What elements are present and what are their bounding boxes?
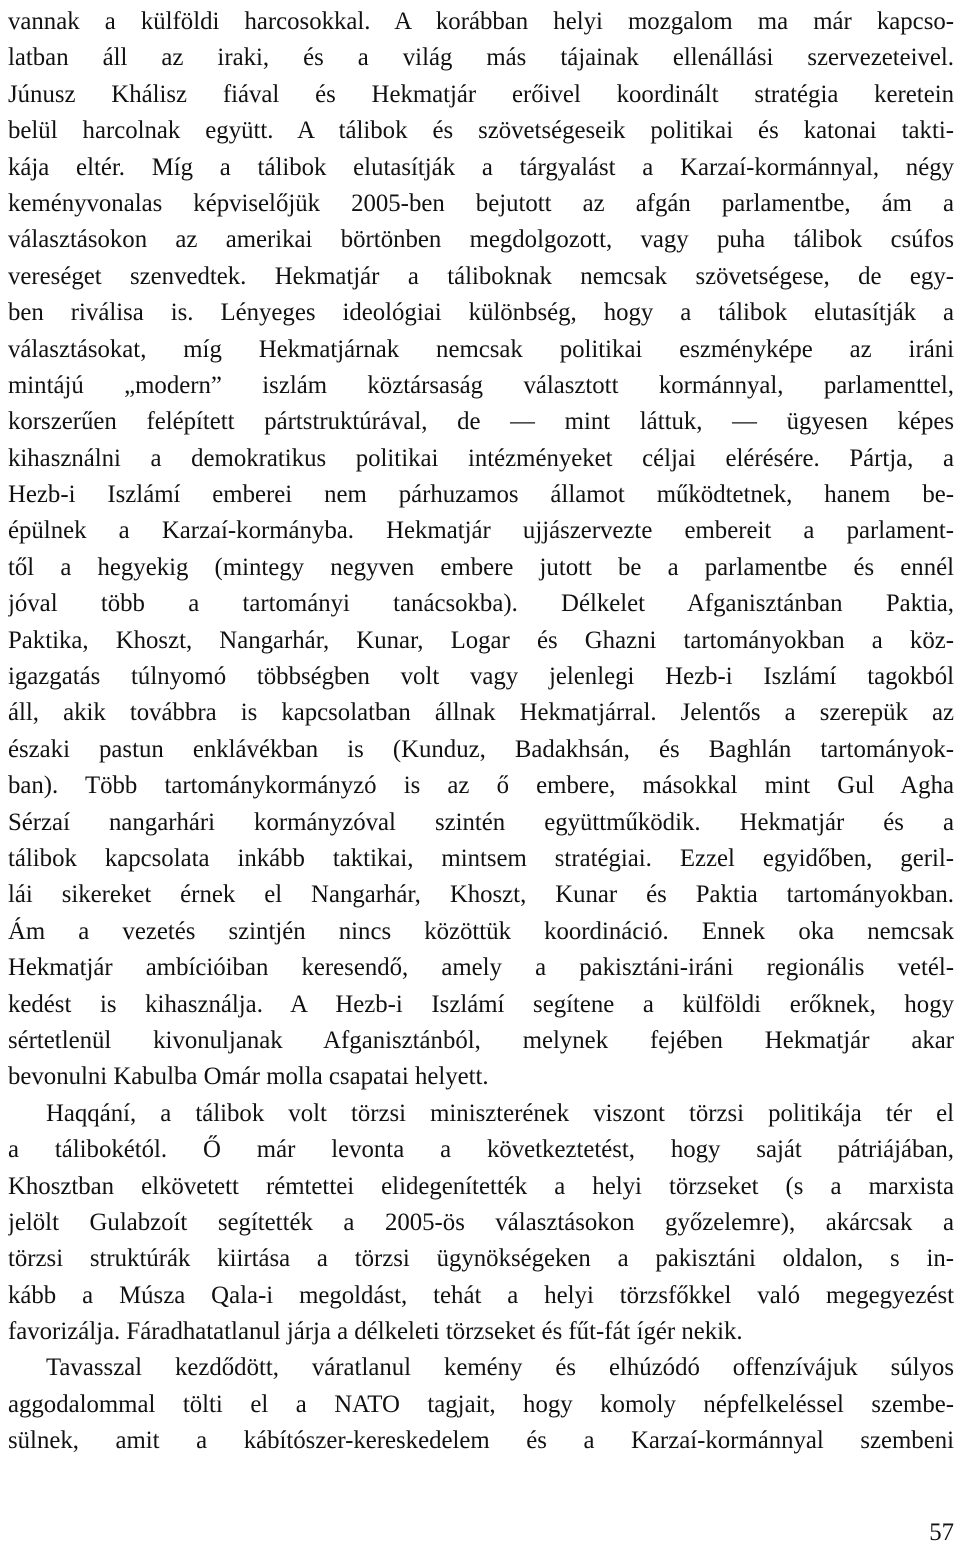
text-line: kihasználni a demokratikus politikai intézményeket céljai elérésére. Pártja, a — [8, 444, 954, 472]
text-line: sértetlenül kivonuljanak Afganisztánból, melynek fejében Hekmatjár akar — [8, 1026, 954, 1054]
text-line: től a hegyekig (mintegy negyven embere jutott be a parlamentbe és ennél — [8, 553, 954, 581]
text-line: Tavasszal kezdődött, váratlanul kemény és elhúzódó offenzívájuk súlyos — [46, 1354, 954, 1382]
text-line: vereséget szenvedtek. Hekmatjár a táliboknak nemcsak szövetségese, de egy- — [8, 262, 954, 290]
text-line: ban). Több tartománykormányzó is az ő embere, másokkal mint Gul Agha — [8, 772, 954, 800]
text-line: Haqqání, a tálibok volt törzsi miniszterének viszont törzsi politikája tér el — [46, 1099, 954, 1127]
text-line: sülnek, amit a kábítószer-kereskedelem és a Karzaí-kormánnyal szembeni — [8, 1427, 954, 1455]
text-line: igazgatás túlnyomó többségben volt vagy jelenlegi Hezb-i Iszlámí tagokból — [8, 663, 954, 691]
text-line: kedést is kihasználja. A Hezb-i Iszlámí segítene a külföldi erőknek, hogy — [8, 990, 954, 1018]
text-line: favorizálja. Fáradhatatlanul járja a délkeleti törzseket és fűt-fát ígér nekik. — [8, 1318, 743, 1346]
text-line: aggodalommal tölti el a NATO tagjait, hogy komoly népfelkeléssel szembe- — [8, 1390, 954, 1418]
text-line: Hekmatjár ambícióiban keresendő, amely a pakisztáni-iráni regionális vetél- — [8, 954, 954, 982]
text-line: belül harcolnak együtt. A tálibok és szövetségeseik politikai és katonai takti- — [8, 117, 954, 145]
text-line: Júnusz Khálisz fiával és Hekmatjár erőivel koordinált stratégia keretein — [8, 80, 954, 108]
text-line: törzsi struktúrák kiirtása a törzsi ügynökségeken a pakisztáni oldalon, s in- — [8, 1245, 954, 1273]
text-line: keményvonalas képviselőjük 2005-ben bejutott az afgán parlamentbe, ám a — [8, 189, 954, 217]
text-line: tálibok kapcsolata inkább taktikai, mintsem stratégiai. Ezzel egyidőben, geril- — [8, 844, 954, 872]
text-line: jóval több a tartományi tanácsokba). Délkelet Afganisztánban Paktia, — [8, 590, 954, 618]
text-line: mintájú „modern” iszlám köztársaság választott kormánnyal, parlamenttel, — [8, 371, 954, 399]
text-line: kája eltér. Míg a tálibok elutasítják a tárgyalást a Karzaí-kormánnyal, négy — [8, 153, 954, 181]
text-line: vannak a külföldi harcosokkal. A korábban helyi mozgalom ma már kapcso- — [8, 8, 954, 35]
text-line: korszerűen felépített pártstruktúrával, de — mint láttuk, — ügyesen képes — [8, 408, 954, 436]
page-number: 57 — [929, 1519, 954, 1546]
text-line: Sérzaí nangarhári kormányzóval szintén együttműködik. Hekmatjár és a — [8, 808, 954, 836]
text-line: ben riválisa is. Lényeges ideológiai különbség, hogy a tálibok elutasítják a — [8, 299, 954, 327]
text-line: Khosztban elkövetett rémtettei elidegenítették a helyi törzseket (s a marxista — [8, 1172, 954, 1200]
text-line: bevonulni Kabulba Omár molla csapatai helyett. — [8, 1063, 489, 1091]
text-line: a tálibokétól. Ő már levonta a következtetést, hogy saját pátriájában, — [8, 1136, 954, 1164]
text-line: kább a Músza Qala-i megoldást, tehát a helyi törzsfőkkel való megegyezést — [8, 1281, 954, 1309]
text-line: latban áll az iraki, és a világ más tájainak ellenállási szervezeteivel. — [8, 44, 954, 72]
text-line: jelölt Gulabzoít segítették a 2005-ös választásokon győzelemre), akárcsak a — [8, 1208, 954, 1236]
text-line: áll, akik továbbra is kapcsolatban állnak Hekmatjárral. Jelentős a szerepük az — [8, 699, 954, 727]
text-line: választásokat, míg Hekmatjárnak nemcsak politikai eszményképe az iráni — [8, 335, 954, 363]
text-line: északi pastun enklávékban is (Kunduz, Badakhsán, és Baghlán tartományok- — [8, 735, 954, 763]
text-line: épülnek a Karzaí-kormányba. Hekmatjár ujjászervezte embereit a parlament- — [8, 517, 954, 545]
text-line: választásokon az amerikai börtönben megdolgozott, vagy puha tálibok csúfos — [8, 226, 954, 254]
text-line: lái sikereket érnek el Nangarhár, Khoszt, Kunar és Paktia tartományokban. — [8, 881, 954, 909]
text-line: Hezb-i Iszlámí emberei nem párhuzamos államot működtetnek, hanem be- — [8, 481, 954, 509]
body-text — [8, 4, 954, 1460]
text-line: Paktika, Khoszt, Nangarhár, Kunar, Logar és Ghazni tartományokban a köz- — [8, 626, 954, 654]
text-line: Ám a vezetés szintjén nincs közöttük koordináció. Ennek oka nemcsak — [8, 917, 954, 945]
